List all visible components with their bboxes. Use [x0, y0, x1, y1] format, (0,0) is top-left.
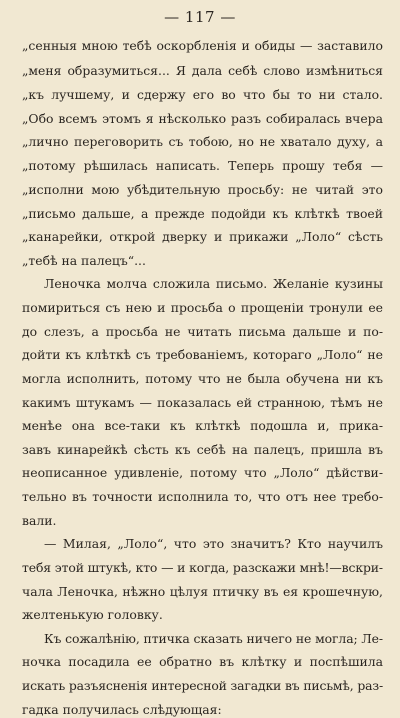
text-line: — Милая, „Лоло“, что это значитъ? Кто научилъ: [44, 536, 383, 551]
text-line: менѣе она все-таки къ клѣткѣ подошла и, прика-: [22, 418, 383, 433]
text-line: тельно въ точности исполнила то, что отъ нее требо-: [22, 489, 383, 504]
text-line: „потому рѣшилась написать. Теперь прошу тебя —: [22, 158, 383, 173]
text-line: „къ лучшему, и сдержу его во что бы то ни стало.: [22, 87, 383, 102]
text-line: дойти къ клѣткѣ съ требованіемъ, котораго „Лоло“ не: [22, 347, 383, 362]
text-line: „исполни мою убѣдительную просьбу: не читай это: [22, 182, 383, 197]
text-line: „сенныя мною тебѣ оскорбленія и обиды — заставило: [22, 38, 383, 53]
text-line: неописанное удивленіе, потому что „Лоло“ дѣйстви-: [22, 465, 383, 480]
page-number: — 117 —: [164, 8, 236, 26]
text-line: „Обо всемъ этомъ я нѣсколько разъ собиралась вчера: [22, 111, 383, 126]
text-line: ночка посадила ее обратно въ клѣтку и поспѣшила: [22, 654, 383, 669]
text-line: до слезъ, а просьба не читать письма дальше и по-: [22, 324, 383, 339]
text-line: „письмо дальше, а прежде подойди къ клѣткѣ твоей: [22, 206, 383, 221]
text-line: какимъ штукамъ — показалась ей странною, тѣмъ не: [22, 395, 383, 410]
text-line: „лично переговорить съ тобою, но не хватало духу, а: [22, 134, 383, 149]
text-line: „тебѣ на палецъ“...: [22, 253, 146, 268]
text-line: „канарейки, открой дверку и прикажи „Лоло“ сѣсть: [22, 229, 384, 244]
text-line: завъ кинарейкѣ сѣсть къ себѣ на палецъ, пришла въ: [22, 442, 383, 457]
text-line: чала Леночка, нѣжно цѣлуя птичку въ ея крошечную,: [22, 584, 383, 599]
text-line: гадка получилась слѣдующая:: [22, 702, 222, 717]
text-line: Къ сожалѣнію, птичка сказать ничего не могла; Ле-: [44, 631, 384, 646]
text-line: тебя этой штукѣ, кто — и когда, разскажи мнѣ!—вскри-: [22, 560, 384, 575]
text-line: „меня образумиться... Я дала себѣ слово измѣниться: [22, 63, 383, 78]
text-line: помириться съ нею и просьба о прощеніи тронули ее: [22, 300, 383, 315]
text-line: Леночка молча сложила письмо. Желаніе кузины: [44, 276, 383, 291]
text-line: искать разъясненія интересной загадки въ письмѣ, раз-: [22, 678, 384, 693]
text-line: вали.: [22, 513, 57, 528]
text-line: могла исполнить, потому что не была обучена ни къ: [22, 371, 383, 386]
text-line: желтенькую головку.: [22, 607, 163, 622]
